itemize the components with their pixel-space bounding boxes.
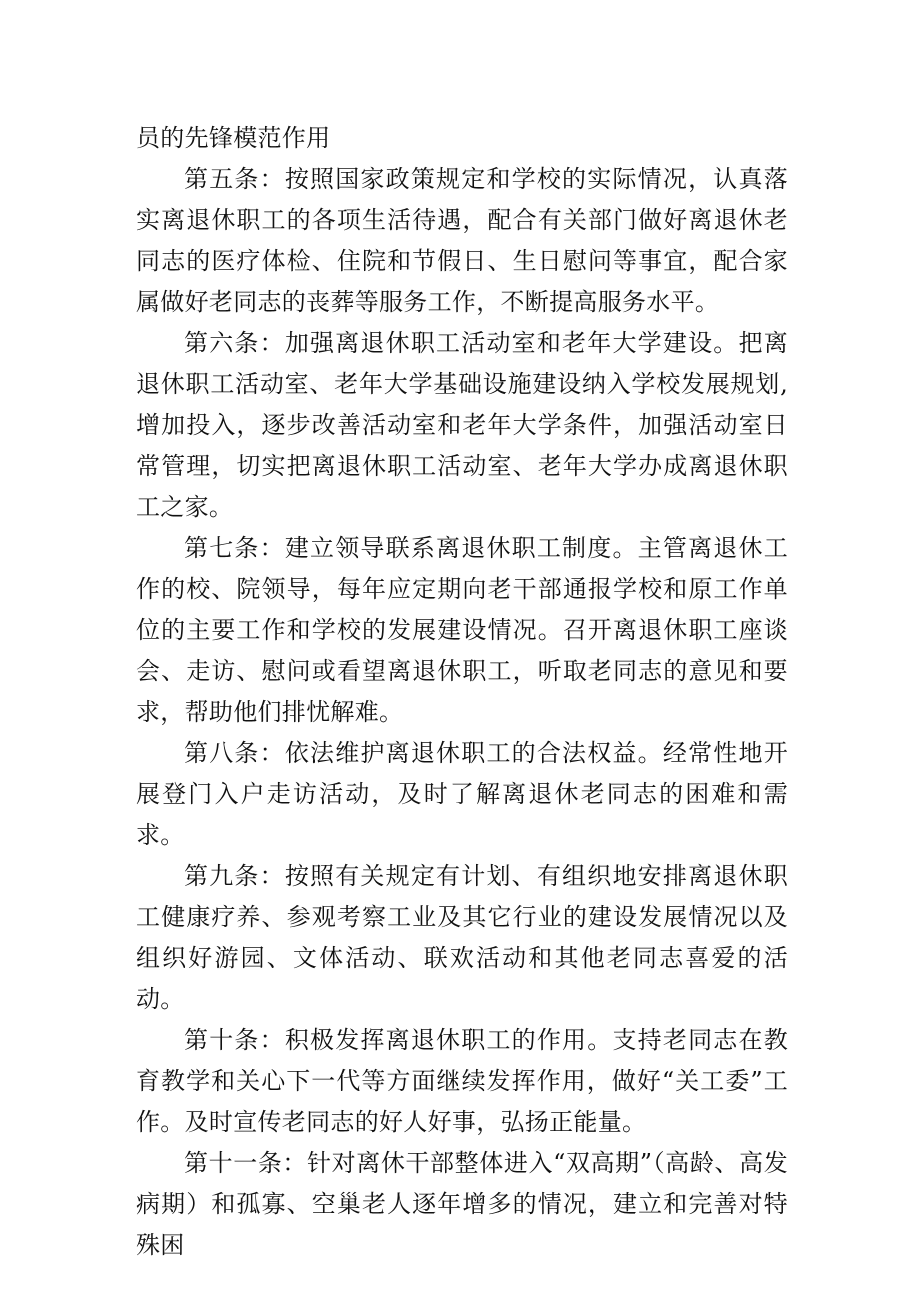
paragraph-article-6: 第六条：加强离退休职工活动室和老年大学建设。把离退休职工活动室、老年大学基础设施建设纳入学校发展规划,增加投入，逐步改善活动室和老年大学条件，加强活动室日常管理，切实把离退休职工活动室、老年大学办成离退休职工之家。 [136,329,788,521]
paragraph-continuation: 员的先锋模范作用 [136,124,331,152]
paragraph-article-5: 第五条：按照国家政策规定和学校的实际情况，认真落实离退休职工的各项生活待遇，配合有关部门做好离退休老同志的医疗体检、住院和节假日、生日慰问等事宜，配合家属做好老同志的丧葬等服务工作，不断提高服务水平。 [136,165,788,316]
paragraph-article-9: 第九条：按照有关规定有计划、有组织地安排离退休职工健康疗养、参观考察工业及其它行业的建设发展情况以及组织好游园、文体活动、联欢活动和其他老同志喜爱的活动。 [136,862,788,1013]
paragraph-article-10: 第十条：积极发挥离退休职工的作用。支持老同志在教育教学和关心下一代等方面继续发挥作用，做好“关工委”工作。及时宣传老同志的好人好事，弘扬正能量。 [136,1026,788,1136]
paragraph-article-7: 第七条：建立领导联系离退休职工制度。主管离退休工作的校、院领导，每年应定期向老干部通报学校和原工作单位的主要工作和学校的发展建设情况。召开离退休职工座谈会、走访、慰问或看望离退休职工，听取老同志的意见和要求，帮助他们排忧解难。 [136,534,788,726]
paragraph-article-11: 第十一条：针对离休干部整体进入“双高期”（高龄、高发病期）和孤寡、空巢老人逐年增多的情况，建立和完善对特殊困 [136,1149,788,1259]
document-body [136,118,788,1266]
paragraph-article-8: 第八条：依法维护离退休职工的合法权益。经常性地开展登门入户走访活动，及时了解离退休老同志的困难和需求。 [136,739,788,849]
